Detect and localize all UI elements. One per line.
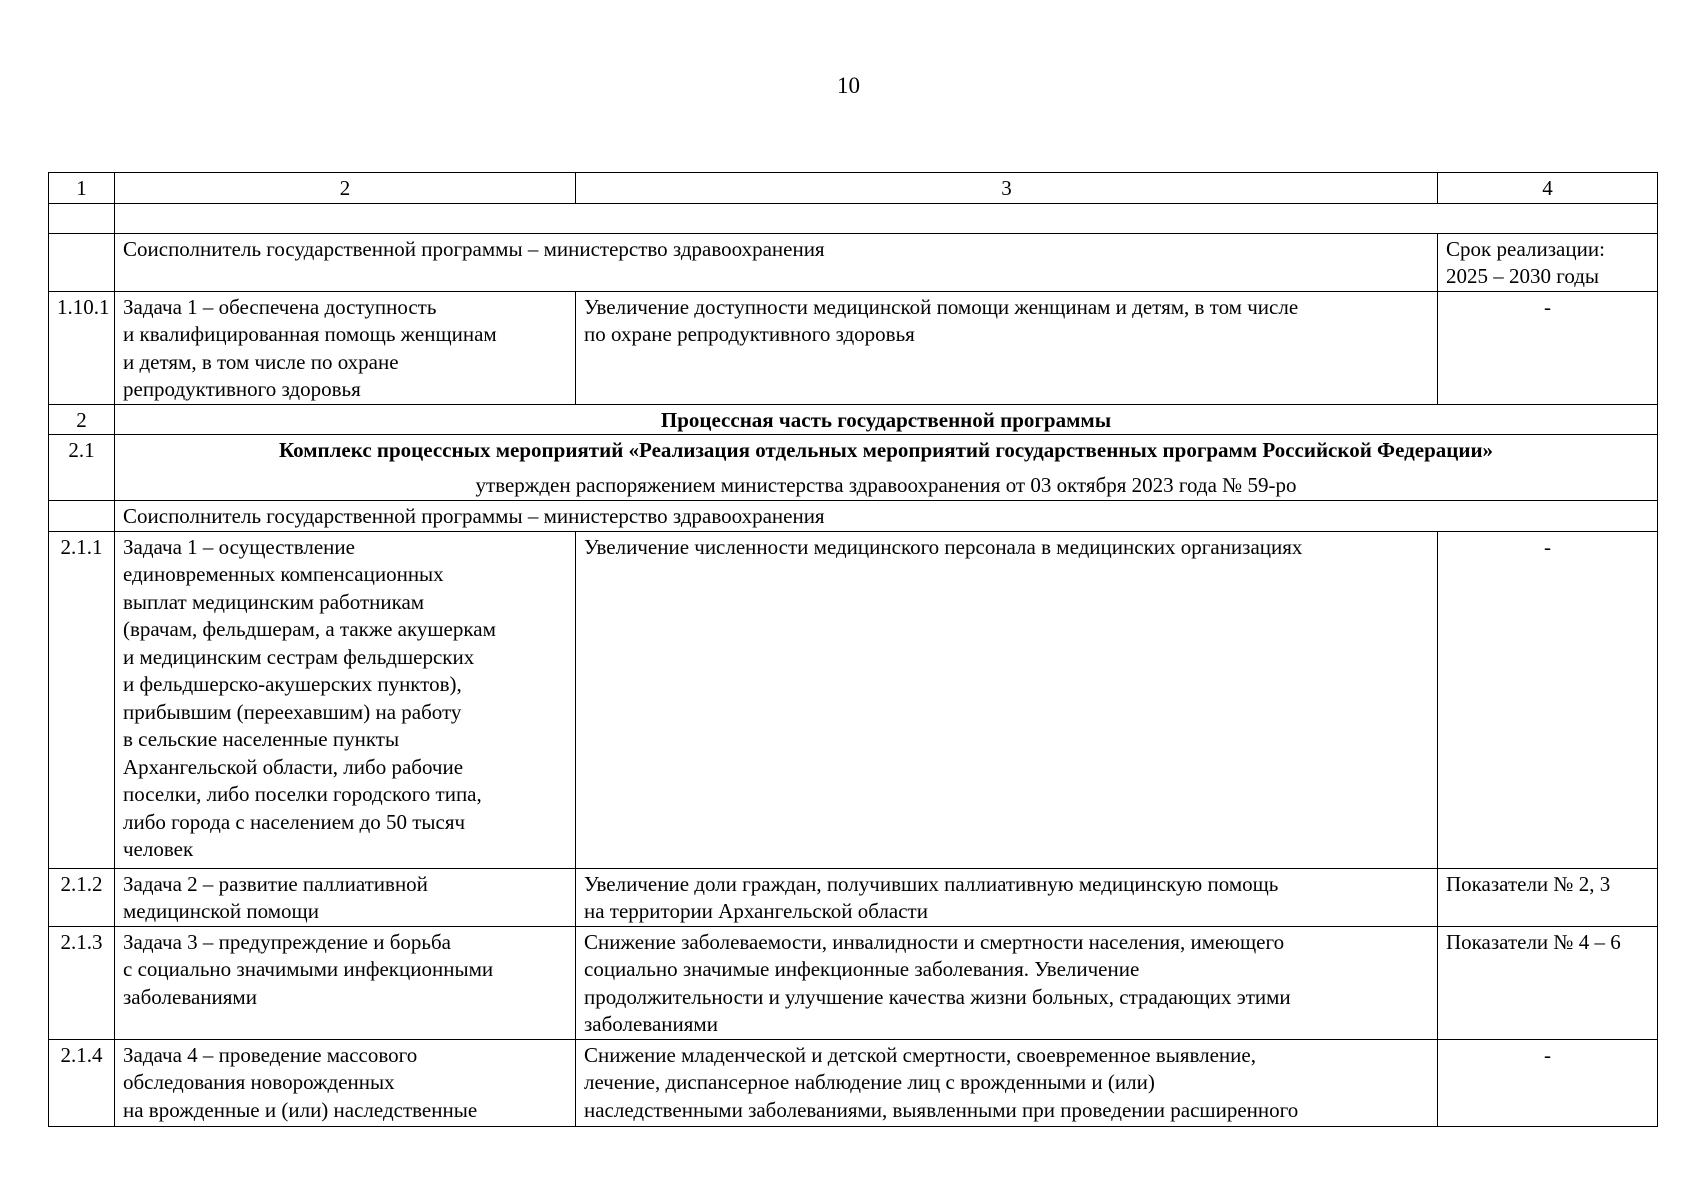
result-line: Увеличение доступности медицинской помощи женщинам и детям, в том числе [584,294,1299,319]
subsection-row [49,435,1658,501]
row-number: 1.10.1 [49,291,115,404]
task-line: Задача 1 – обеспечена доступность [123,294,437,319]
row-number: 2.1 [49,435,115,501]
result-line: заболеваниями [584,1012,718,1036]
result-cell [576,291,1438,404]
task-line: Архангельской области, либо рабочие [123,754,464,779]
term-cell [1438,233,1658,291]
approval-note: утвержден распоряжением министерства здравоохранения от 03 октября 2023 года № 59-ро [475,472,1297,497]
indicator-cell: - [1438,531,1658,868]
column-number-row [49,173,1658,204]
task-line: Задача 3 – предупреждение и борьба [123,929,451,954]
co-executor-text: Соисполнитель государственной программы – министерство здравоохранения [115,233,1438,291]
indicator-cell: - [1438,291,1658,404]
task-line: в сельские населенные пункты [123,727,400,751]
row-number: 2.1.2 [49,868,115,926]
column-number: 3 [576,173,1438,204]
empty-row [49,203,1658,233]
result-line: лечение, диспансерное наблюдение лиц с врожденными и (или) [584,1070,1155,1094]
program-table [48,172,1658,1127]
task-row [49,1039,1658,1126]
result-line: по охране репродуктивного здоровья [584,322,915,346]
task-line: поселки, либо поселки городского типа, [123,782,482,806]
empty-cell [115,203,1658,233]
result-line: Снижение младенческой и детской смертности, своевременное выявление, [584,1042,1256,1067]
result-cell [576,868,1438,926]
subsection-title: Комплекс процессных мероприятий «Реализация отдельных мероприятий государственных программ Российской Федерации» [278,438,1494,462]
task-line: Задача 1 – осуществление [123,534,355,559]
result-cell [576,1039,1438,1126]
result-line: Увеличение доли граждан, получивших паллиативную медицинскую помощь [584,871,1279,896]
column-number: 1 [49,173,115,204]
task-line: Задача 4 – проведение массового [123,1042,418,1067]
number-cell [49,501,115,532]
task-cell [115,868,576,926]
task-line: заболеваниями [123,984,257,1009]
section-title: Процессная часть государственной программы [115,404,1658,435]
row-number: 2 [49,404,115,435]
task-row [49,926,1658,1039]
task-line: репродуктивного здоровья [123,377,361,401]
co-executor-row [49,501,1658,532]
result-line: наследственными заболеваниями, выявленными при проведении расширенного [584,1097,1299,1122]
page-number: 10 [837,73,860,98]
result-line: Увеличение численности медицинского персонала в медицинских организациях [584,534,1303,559]
result-line: Снижение заболеваемости, инвалидности и смертности населения, имеющего [584,929,1285,954]
task-row [49,868,1658,926]
task-line: медицинской помощи [123,899,319,923]
result-cell [576,926,1438,1039]
task-row [49,531,1658,868]
result-cell [576,531,1438,868]
section-row [49,404,1658,435]
task-line: обследования новорожденных [123,1070,395,1094]
task-line: и детям, в том числе по охране [123,349,399,374]
task-line: на врожденные и (или) наследственные [123,1097,478,1122]
task-line: прибывшим (переехавшим) на работу [123,699,462,724]
result-line: на территории Архангельской области [584,899,928,923]
result-line: социально значимые инфекционные заболевания. Увеличение [584,957,1140,981]
co-executor-row [49,233,1658,291]
term-line: 2025 – 2030 годы [1446,264,1600,288]
co-executor-text: Соисполнитель государственной программы – министерство здравоохранения [115,501,1658,532]
task-cell [115,531,576,868]
row-number: 2.1.1 [49,531,115,868]
subsection-cell [115,435,1658,501]
task-cell [115,291,576,404]
task-cell [115,926,576,1039]
term-line: Срок реализации: [1446,236,1605,261]
task-line: и фельдшерско-акушерских пунктов), [123,672,462,696]
task-line: единовременных компенсационных [123,562,444,586]
task-row [49,291,1658,404]
indicator-cell: - [1438,1039,1658,1126]
task-line: человек [123,837,194,861]
task-line: и медицинским сестрам фельдшерских [123,644,475,669]
indicator-cell: Показатели № 2, 3 [1438,868,1658,926]
row-number: 2.1.4 [49,1039,115,1126]
column-number: 2 [115,173,576,204]
result-line: продолжительности и улучшение качества жизни больных, страдающих этими [584,984,1291,1009]
task-line: (врачам, фельдшерам, а также акушеркам [123,617,496,641]
indicator-cell: Показатели № 4 – 6 [1438,926,1658,1039]
task-line: и квалифицированная помощь женщинам [123,322,497,346]
task-cell [115,1039,576,1126]
task-line: либо города с населением до 50 тысяч [123,809,466,834]
empty-cell [49,203,115,233]
task-line: выплат медицинским работникам [123,589,425,614]
column-number: 4 [1438,173,1658,204]
number-cell [49,233,115,291]
task-line: Задача 2 – развитие паллиативной [123,871,428,896]
row-number: 2.1.3 [49,926,115,1039]
task-line: с социально значимыми инфекционными [123,957,494,981]
